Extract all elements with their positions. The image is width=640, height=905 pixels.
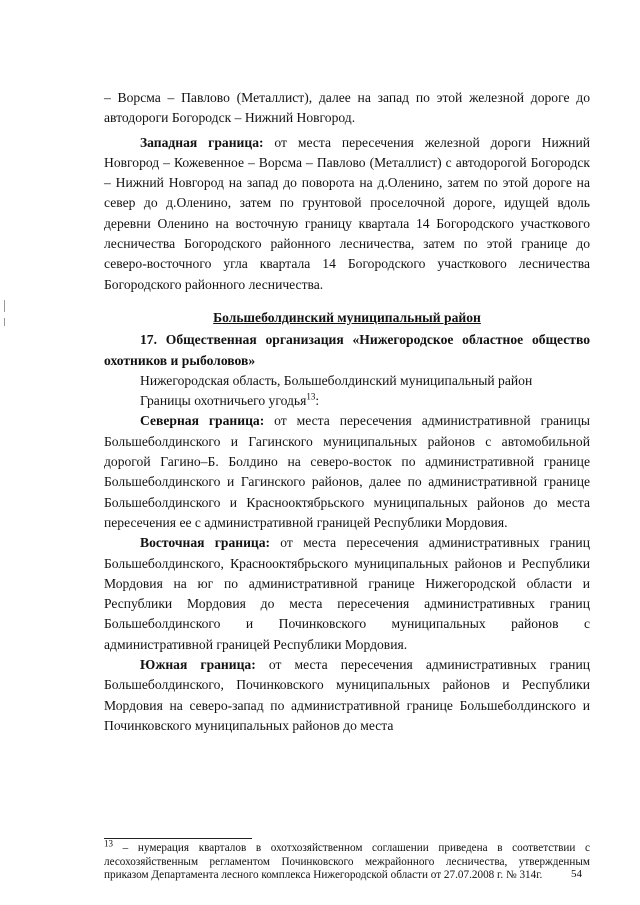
east-boundary-label: Восточная граница: [140, 535, 271, 551]
footnote-text: – нумерация кварталов в охотхозяйственном соглашении приведена в соответствии с лесохозяйственным регламентом Починковского межрайонного лесничества, утвержденным приказом Департамента лесного комплекса Нижегородской области от 27.07.2008 г. № 314г. [104, 842, 590, 882]
location-text: Нижегородская область, Большеболдинский муниципальный район [140, 372, 533, 388]
south-boundary-text: от места пересечения административных границ Большеболдинского, Починковского муниципальных районов и Республики Мордовия на северо-запад по административной границе Большеболдинского и Починковского муниципальных районов до места [104, 657, 590, 733]
intro-text: – Ворсма – Павлово (Металлист), далее на запад по этой железной дороге до автодороги Богородск – Нижний Новгород. [104, 90, 590, 126]
district-heading: Большеболдинский муниципальный район [213, 309, 481, 325]
page-number: 54 [571, 868, 582, 880]
boundaries-intro-line [104, 391, 590, 411]
west-boundary-label: Западная граница: [140, 134, 264, 150]
east-boundary-paragraph [104, 533, 590, 655]
south-boundary-label: Южная граница: [140, 657, 256, 673]
boundaries-colon: : [315, 393, 320, 409]
north-boundary-text: от места пересечения административной границы Большеболдинского и Гагинского муниципальных районов с автомобильной дорогой Гагино–Б. Болдино на северо-восток по административной границе Большеболдинского и Гагинского районов, далее по административной границе Большеболдинского и Краснооктябрьского муниципальных районов до места пересечения ее с административной границей Республики Мордовия. [104, 413, 590, 530]
boundaries-intro-text: Границы охотничьего угодья [140, 393, 307, 409]
organization-title: 17. Общественная организация «Нижегородское областное общество охотников и рыболовов» [104, 332, 590, 368]
footnote [104, 838, 590, 883]
west-boundary-paragraph [104, 133, 590, 295]
footnote-separator [104, 838, 252, 839]
scan-margin-mark [4, 318, 5, 326]
west-boundary-text: от места пересечения железной дороги Нижний Новгород – Кожевенное – Ворсма – Павлово (Металлист) с автодорогой Богородск – Нижний Новгород на запад до поворота на д.Оленино, затем по этой дороге на север до д.Оленино, затем по грунтовой проселочной дороге, идущей вдоль деревни Оленино на восточную границу квартала 14 Богородского участкового лесничества Богородского районного лесничества, затем по этой границе до северо-восточного угла квартала 14 Богородского участкового лесничества Богородского районного лесничества. [104, 134, 590, 292]
north-boundary-paragraph [104, 411, 590, 533]
intro-paragraph [104, 88, 590, 129]
location-line [104, 371, 590, 391]
south-boundary-paragraph [104, 655, 590, 736]
scan-margin-mark [4, 300, 5, 312]
north-boundary-label: Северная граница: [140, 413, 265, 429]
east-boundary-text: от места пересечения административных границ Большеболдинского, Краснооктябрьского муниципальных районов и Республики Мордовия на юг по административной границе Нижегородской области и Республики Мордовия до места пересечения административных границ Большеболдинского и Починковского муниципальных районов с административной границей Республики Мордовия. [104, 535, 590, 652]
main-text [104, 88, 590, 736]
footnote-number: 13 [104, 838, 113, 849]
footnote-reference[interactable]: 13 [306, 391, 316, 402]
